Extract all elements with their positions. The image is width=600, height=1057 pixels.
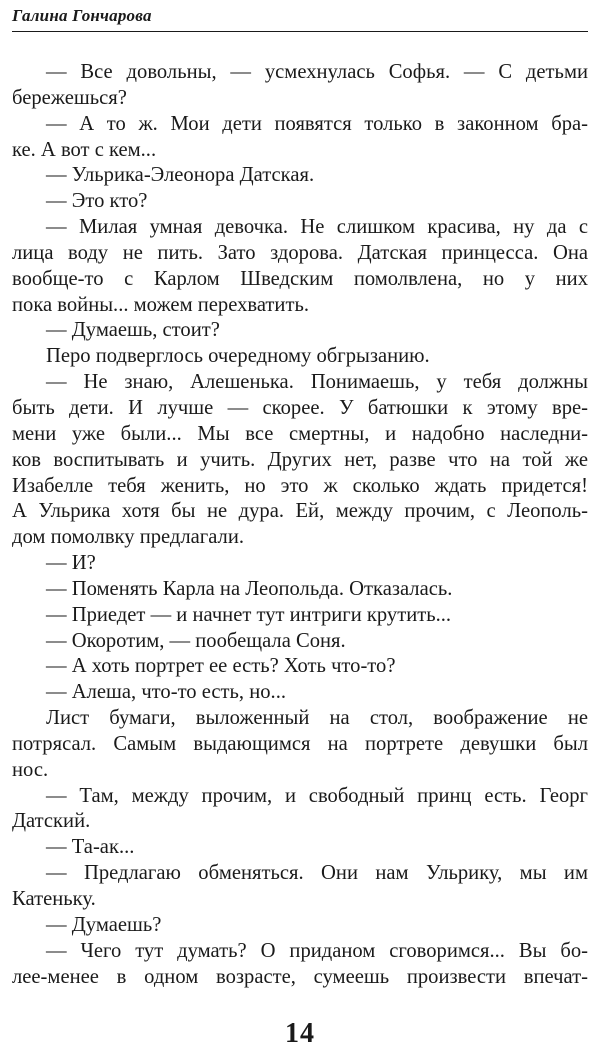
text-line: — Это кто? — [46, 190, 148, 213]
text-line: Перо подверглось очередному обгрызанию. — [46, 345, 430, 368]
text-line: мени уже были... Мы все смертны, и надобно наследни- — [12, 422, 588, 445]
text-line: — Та-ак... — [46, 836, 135, 859]
text-line: быть дети. И лучше — скорее. У батюшки к этому вре- — [12, 396, 588, 419]
text-line: бережешься? — [12, 86, 127, 109]
text-line: Датский. — [12, 810, 91, 833]
text-line: — Алеша, что-то есть, но... — [46, 681, 286, 704]
text-line: нос. — [12, 758, 49, 781]
text-line: — Все довольны, — усмехнулась Софья. — С детьми — [46, 61, 588, 83]
text-line: — Приедет — и начнет тут интриги крутить... — [46, 603, 452, 626]
text-line: — Не знаю, Алешенька. Понимаешь, у тебя должны — [46, 371, 588, 394]
text-line: А Ульрика хотя бы не дура. Ей, между прочим, с Леополь- — [12, 500, 588, 523]
text-line: — Предлагаю обменяться. Они нам Ульрику, мы им — [46, 862, 588, 885]
text-line: — Думаешь? — [46, 913, 162, 936]
text-line: — Милая умная девочка. Не слишком красива, ну да с — [46, 216, 588, 239]
text-line: — Окоротим, — пообещала Соня. — [46, 629, 346, 652]
text-line: Катеньку. — [12, 888, 96, 910]
text-line: — И? — [46, 552, 96, 575]
text-line: — А то ж. Мои дети появятся только в законном бра- — [46, 112, 588, 135]
body-text — [12, 60, 588, 990]
text-line: — А хоть портрет ее есть? Хоть что-то? — [46, 655, 396, 678]
text-line: лица воду не пить. Зато здорова. Датская принцесса. Она — [12, 241, 588, 264]
text-line: ков воспитывать и учить. Других нет, разве что на той же — [12, 448, 588, 471]
text-line: лее-менее в одном возрасте, сумеешь произвести впечат- — [12, 965, 588, 988]
header-rule — [12, 31, 588, 32]
text-line: дом помолвку предлагали. — [12, 526, 245, 549]
text-line: вообще-то с Карлом Шведским помолвлена, но у них — [12, 267, 588, 290]
running-head-author: Галина Гончарова — [12, 6, 152, 25]
text-line: пока войны... можем перехватить. — [12, 293, 309, 316]
text-line: Изабелле тебя женить, но это ж сколько ждать придется! — [12, 474, 588, 497]
text-line: Лист бумаги, выложенный на стол, воображение не — [46, 707, 588, 730]
text-line: ке. А вот с кем... — [12, 138, 157, 161]
page-number: 14 — [285, 1018, 315, 1049]
text-line: потрясал. Самым выдающимся на портрете девушки был — [12, 732, 588, 755]
text-line: — Думаешь, стоит? — [46, 319, 220, 342]
text-line: — Поменять Карла на Леопольда. Отказалась. — [46, 577, 453, 600]
text-line: — Там, между прочим, и свободный принц есть. Георг — [46, 784, 588, 807]
text-line: — Чего тут думать? О приданом сговоримся... Вы бо- — [46, 939, 588, 962]
text-line: — Ульрика-Элеонора Датская. — [46, 164, 315, 187]
